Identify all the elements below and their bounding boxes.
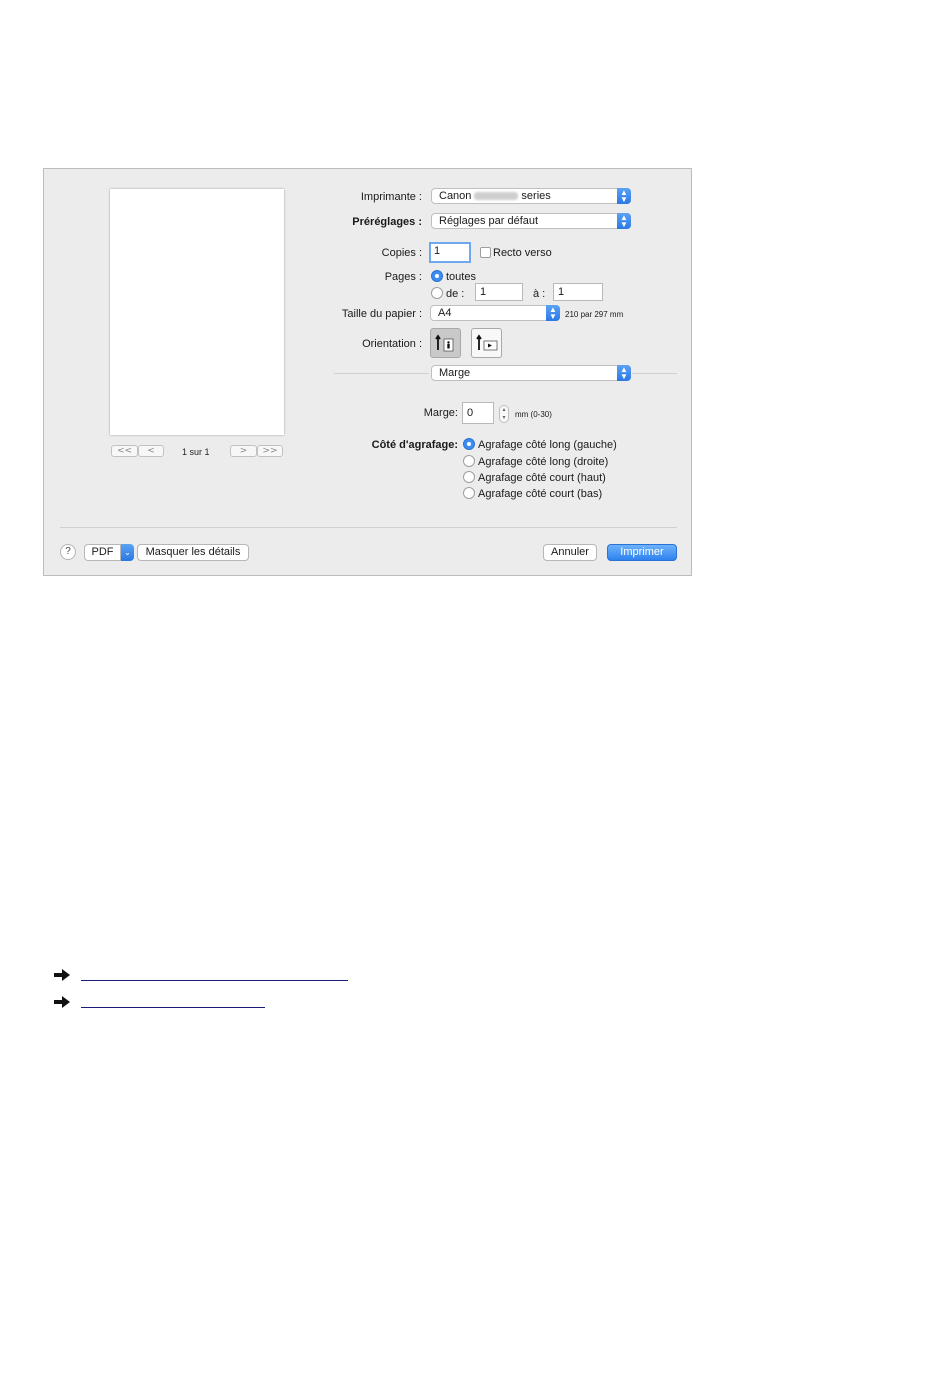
staple-short-top-radio[interactable]: [463, 471, 475, 483]
duplex-checkbox[interactable]: [480, 247, 491, 258]
printer-name-prefix: Canon: [439, 190, 472, 202]
popup-arrows-icon: ▲ ▼: [546, 305, 560, 321]
margin-stepper[interactable]: ▴ ▾: [499, 405, 509, 423]
portrait-icon: [431, 329, 460, 357]
pages-from-label: de :: [446, 288, 465, 300]
link-row[interactable]: [53, 968, 353, 984]
page-count: 1 sur 1: [182, 447, 210, 457]
popup-arrows-icon: ▲ ▼: [617, 365, 631, 381]
section-select[interactable]: [431, 365, 631, 381]
paper-size-value: A4: [438, 307, 452, 319]
pages-from-input[interactable]: 1: [475, 283, 523, 301]
printer-select[interactable]: [431, 188, 631, 204]
first-page-button[interactable]: <<: [111, 445, 138, 457]
paper-size-select[interactable]: [430, 305, 560, 321]
cancel-button[interactable]: Annuler: [543, 544, 597, 561]
margin-label: Marge:: [423, 407, 458, 419]
staple-option-label: Agrafage côté long (gauche): [478, 439, 617, 451]
staple-long-right-radio[interactable]: [463, 455, 475, 467]
pdf-button[interactable]: PDF: [84, 544, 121, 561]
staple-short-bottom-radio[interactable]: [463, 487, 475, 499]
pages-label: Pages :: [384, 271, 422, 283]
staple-long-left-radio[interactable]: [463, 438, 475, 450]
pages-to-input[interactable]: 1: [553, 283, 603, 301]
print-dialog: [43, 168, 692, 576]
last-page-button[interactable]: >>: [257, 445, 283, 457]
page-preview: [110, 189, 284, 435]
landscape-icon: [472, 329, 501, 357]
previous-page-button[interactable]: <: [138, 445, 164, 457]
presets-value: Réglages par défaut: [439, 215, 539, 227]
presets-label: Préréglages :: [352, 216, 422, 228]
paper-dimensions: 210 par 297 mm: [565, 310, 624, 319]
next-page-button[interactable]: >: [230, 445, 257, 457]
arrow-right-icon: [53, 995, 71, 1009]
landscape-orientation-button[interactable]: [471, 328, 502, 358]
divider-left: [334, 373, 429, 374]
duplex-label: Recto verso: [493, 247, 552, 259]
link-underline[interactable]: [81, 980, 348, 981]
popup-arrows-icon: ▲ ▼: [617, 188, 631, 204]
presets-select[interactable]: [431, 213, 631, 229]
link-underline[interactable]: [81, 1007, 265, 1008]
arrow-right-icon: [53, 968, 71, 982]
help-button[interactable]: ?: [60, 544, 76, 560]
stapling-label: Côté d'agrafage:: [371, 439, 458, 451]
popup-arrows-icon: ▲ ▼: [617, 213, 631, 229]
link-row[interactable]: [53, 995, 273, 1011]
paper-size-label: Taille du papier :: [341, 308, 422, 320]
staple-option-label: Agrafage côté court (bas): [478, 488, 603, 500]
pages-all-radio[interactable]: [431, 270, 443, 282]
portrait-orientation-button[interactable]: [430, 328, 461, 358]
margin-unit: mm (0-30): [515, 410, 552, 419]
copies-label: Copies :: [381, 247, 422, 259]
hide-details-button[interactable]: Masquer les détails: [137, 544, 249, 561]
copies-input[interactable]: 1: [429, 242, 471, 263]
footer-divider: [60, 527, 677, 528]
pages-to-label: à :: [533, 288, 546, 300]
staple-option-label: Agrafage côté court (haut): [478, 472, 606, 484]
chevron-down-icon[interactable]: ⌄: [121, 544, 134, 561]
divider-right: [632, 373, 677, 374]
section-value: Marge: [439, 367, 471, 379]
printer-label: Imprimante :: [360, 191, 422, 203]
print-button[interactable]: Imprimer: [607, 544, 677, 561]
printer-name-suffix: series: [521, 190, 551, 202]
margin-input[interactable]: 0: [462, 402, 494, 424]
staple-option-label: Agrafage côté long (droite): [478, 456, 609, 468]
orientation-label: Orientation :: [362, 338, 422, 350]
redacted-model: [474, 192, 518, 200]
pages-range-radio[interactable]: [431, 287, 443, 299]
pages-all-label: toutes: [446, 271, 476, 283]
